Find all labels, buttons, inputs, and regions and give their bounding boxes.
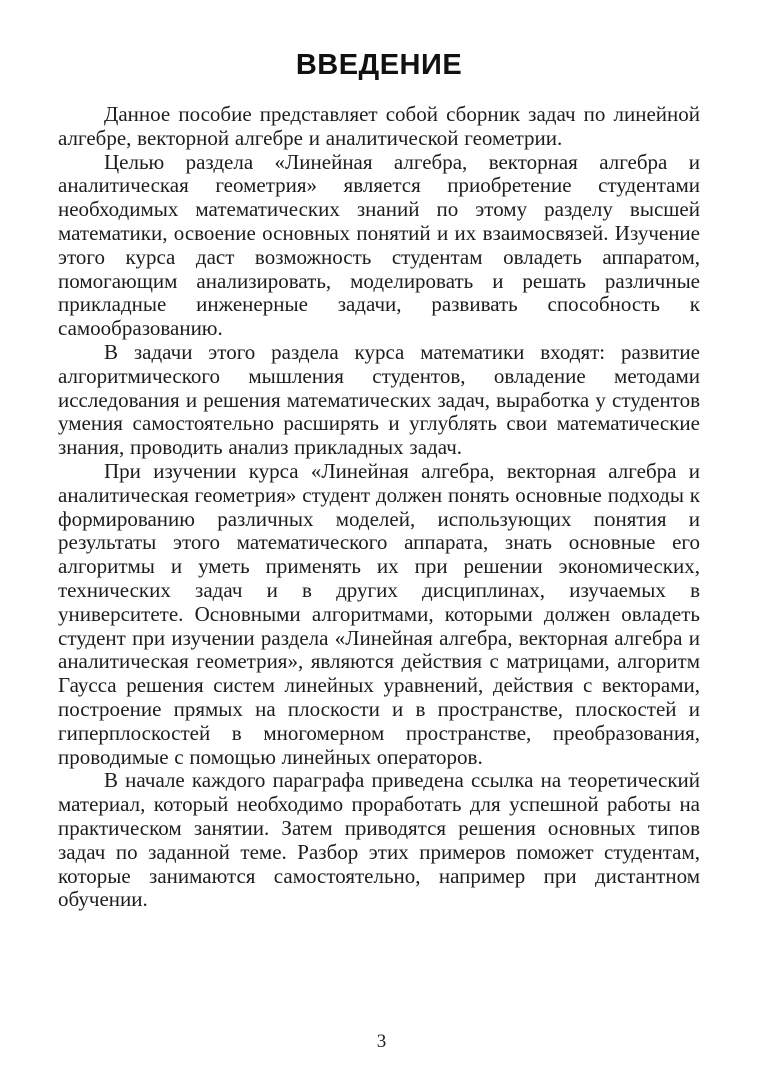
text-block bbox=[58, 103, 700, 912]
paragraph-goal: Целью раздела «Линейная алгебра, векторная алгебра и аналитическая геометрия» является приобретение студентами необходимых математических знаний по этому разделу высшей математики, освоение основных понятий и их взаимосвязей. Изучение этого курса даст возможность студентам овладеть аппаратом, помогающим анализировать, моделировать и решать различные прикладные инженерные задачи, развивать способность к самообразованию. bbox=[58, 149, 700, 341]
paragraph-tasks: В задачи этого раздела курса математики входят: развитие алгоритмического мышления студентов, овладение методами исследования и решения математических задач, выработка у студентов умения самостоятельно расширять и углублять свои математические знания, проводить анализ прикладных задач. bbox=[58, 339, 700, 460]
paragraph-intro: Данное пособие представляет собой сборник задач по линейной алгебре, векторной алгебре и аналитической геометрии. bbox=[58, 102, 700, 150]
paragraph-algorithms: При изучении курса «Линейная алгебра, векторная алгебра и аналитическая геометрия» студент должен понять основные подходы к формированию различных моделей, использующих понятия и результаты этого математического аппарата, знать основные его алгоритмы и уметь применять их при решении экономических, технических задач и в других дисциплинах, изучаемых в университете. Основными алгоритмами, которыми должен овладеть студент при изучении раздела «Линейная алгебра, векторная алгебра и аналитическая геометрия», являются действия с матрицами, алгоритм Гаусса решения систем линейных уравнений, действия с векторами, построение прямых на плоскости и в пространстве, плоскостей и гиперплоскостей в многомерном пространстве, преобразования, проводимые с помощью линейных операторов. bbox=[58, 458, 700, 769]
page-number: 3 bbox=[376, 1031, 387, 1052]
paragraph-structure: В начале каждого параграфа приведена ссылка на теоретический материал, который необходимо проработать для успешной работы на практическом занятии. Затем приводятся решения основных типов задач по заданной теме. Разбор этих примеров поможет студентам, которые занимаются самостоятельно, например при дистантном обучении. bbox=[58, 768, 700, 912]
chapter-title: ВВЕДЕНИЕ bbox=[295, 49, 463, 81]
